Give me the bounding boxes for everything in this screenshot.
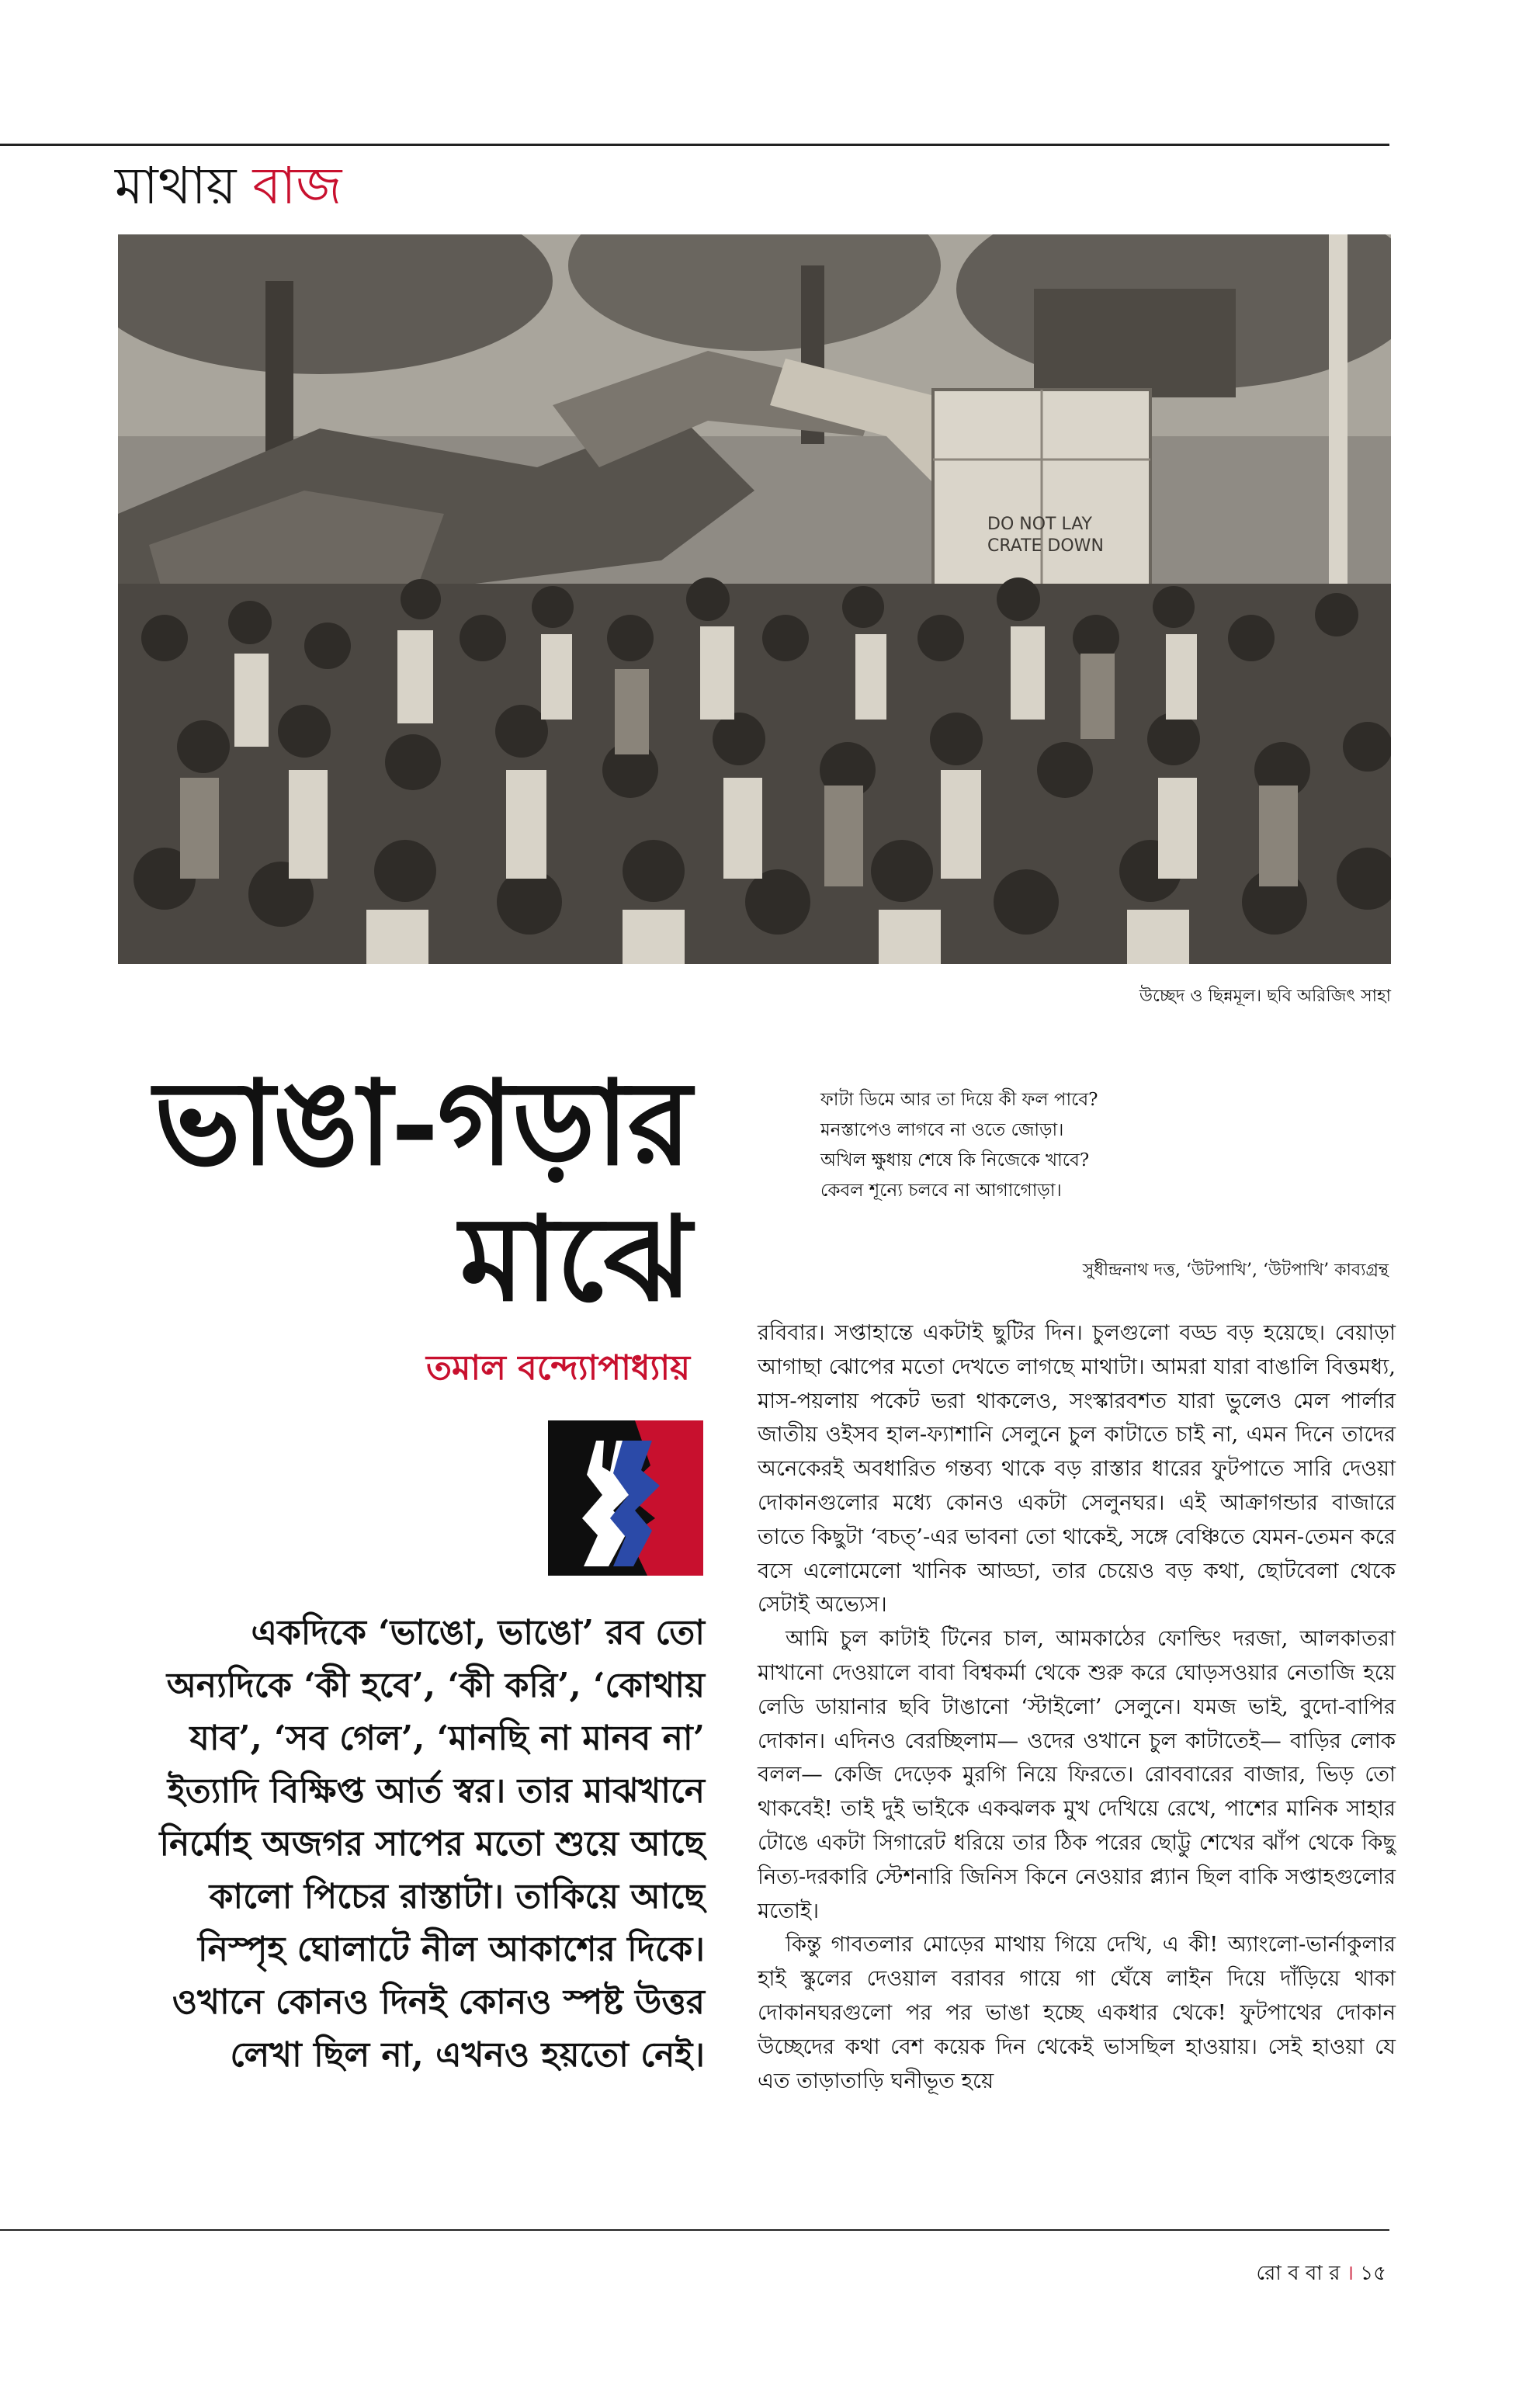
page-number: ১৫ <box>1360 2262 1386 2285</box>
column-logo <box>548 1420 703 1576</box>
article-body <box>758 1316 1396 2098</box>
body-paragraph-2: আমি চুল কাটাই টিনের চাল, আমকাঠের ফোল্ডিং দরজা, আলকাতরা মাখানো দেওয়ালে বাবা বিশ্বকর্মা থেকে শুরু করে ঘোড়সওয়ার নেতাজি হয়ে লেডি ডায়ানার ছবি টাঙানো ‘স্টাইলো’ সেলুনে। যমজ ভাই, বুদো-বাপির দোকান। এদিনও বেরচ্ছিলাম— ওদের ওখানে চুল কাটাতেই— বাড়ির লোক বলল— কেজি দেড়েক মুরগি নিয়ে ফিরতে। রোববারের বাজার, ভিড় তো থাকবেই! তাই দুই ভাইকে একঝলক মুখ দেখিয়ে রেখে, পাশের মানিক সাহার টোঙে একটা সিগারেট ধরিয়ে তার ঠিক পরের ছোট্টু শেখের ঝাঁপ থেকে কিছু নিত্য-দরকারি স্টেশনারি জিনিস কিনে নেওয়ার প্ল্যান ছিল বাকি সপ্তাহগুলোর মতোই। <box>758 1626 1396 1923</box>
headline-line-2: মাঝে <box>460 1191 690 1327</box>
body-paragraph-3: কিন্তু গাবতলার মোড়ের মাথায় গিয়ে দেখি, এ কী! অ্যাংলো-ভার্নাকুলার হাই স্কুলের দেওয়াল বরাবর গায়ে গা ঘেঁষে লাইন দিয়ে দাঁড়িয়ে থাকা দোকানঘরগুলো পর পর ভাঙা হচ্ছে একধার থেকে! ফুটপাথের দোকান উচ্ছেদের কথা বেশ কয়েক দিন থেকেই ভাসছিল হাওয়ায়। সেই হাওয়া যে এত তাড়াতাড়ি ঘনীভূত হয়ে <box>758 1932 1396 2093</box>
section-heading <box>115 155 342 217</box>
poem-credit: সুধীন্দ্রনাথ দত্ত, ‘উটপাখি’, ‘উটপাখি’ কাব্যগ্রন্থ <box>1082 1261 1389 1280</box>
epigraph-poem <box>820 1085 1098 1206</box>
magazine-name: রো ব বা র <box>1256 2262 1341 2285</box>
demolition-scene-illustration <box>118 234 1391 964</box>
poem-line: ফাটা ডিমে আর তা দিয়ে কী ফল পাবে? <box>820 1090 1098 1110</box>
section-heading-highlight: বাজ <box>252 156 342 216</box>
photo-caption: উচ্ছেদ ও ছিন্নমূল। ছবি অরিজিৎ সাহা <box>1139 987 1391 1006</box>
page-folio <box>1256 2260 1386 2287</box>
pull-quote: একদিকে ‘ভাঙো, ভাঙো’ রব তো অন্যদিকে ‘কী হবে’, ‘কী করি’, ‘কোথায় যাব’, ‘সব গেল’, ‘মানছি না মানব না’ ইত্যাদি বিক্ষিপ্ত আর্ত স্বর। তার মাঝখানে নির্মোহ অজগর সাপের মতো শুয়ে আছে কালো পিচের রাস্তাটা। তাকিয়ে আছে নিস্পৃহ ঘোলাটে নীল আকাশের দিকে। ওখানে কোনও দিনই কোনও স্পষ্ট উত্তর লেখা ছিল না, এখনও হয়তো নেই। <box>159 1613 705 2075</box>
poem-line: অখিল ক্ষুধায় শেষে কি নিজেকে খাবে? <box>820 1150 1090 1170</box>
top-rule <box>0 144 1389 146</box>
headline <box>154 1056 690 1327</box>
folio-separator: । <box>1346 2262 1354 2285</box>
author-byline: তমাল বন্দ্যোপাধ্যায় <box>425 1348 690 1388</box>
body-paragraph-1: রবিবার। সপ্তাহান্তে একটাই ছুটির দিন। চুলগুলো বড্ড বড় হয়েছে। বেয়াড়া আগাছা ঝোপের মতো দেখতে লাগছে মাথাটা। আমরা যারা বাঙালি বিত্তমধ্য, মাস-পয়লায় পকেট ভরা থাকলেও, সংস্কারবশত যারা ভুলেও মেল পার্লার জাতীয় ওইসব হাল-ফ্যাশানি সেলুনে চুল কাটাতে চাই না, এমন দিনে তাদের অনেকেরই অবধারিত গন্তব্য থাকে বড় রাস্তার ধারের ফুটপাতে সারি দেওয়া দোকানগুলোর মধ্যে কোনও একটা সেলুনঘর। এই আক্রাগন্ডার বাজারে তাতে কিছুটা ‘বচত্’-এর ভাবনা তো থাকেই, সঙ্গে বেঞ্চিতে যেমন-তেমন করে বসে এলোমেলো খানিক আড্ডা, তার চেয়েও বড় কথা, ছোটবেলা থেকে সেটাই অভ্যেস। <box>758 1320 1396 1618</box>
bottom-rule <box>0 2229 1389 2231</box>
crate-sign-line-1: DO NOT LAY <box>987 515 1092 534</box>
section-heading-prefix: মাথায় <box>115 156 237 216</box>
broken-shape-icon <box>548 1420 703 1576</box>
crate-sign-line-2: CRATE DOWN <box>987 536 1104 556</box>
poem-line: কেবল শূন্যে চলবে না আগাগোড়া। <box>820 1181 1062 1201</box>
headline-line-1: ভাঙা-গড়ার <box>154 1055 690 1191</box>
news-photo <box>118 234 1391 964</box>
poem-line: মনস্তাপেও লাগবে না ওতে জোড়া। <box>820 1120 1064 1140</box>
